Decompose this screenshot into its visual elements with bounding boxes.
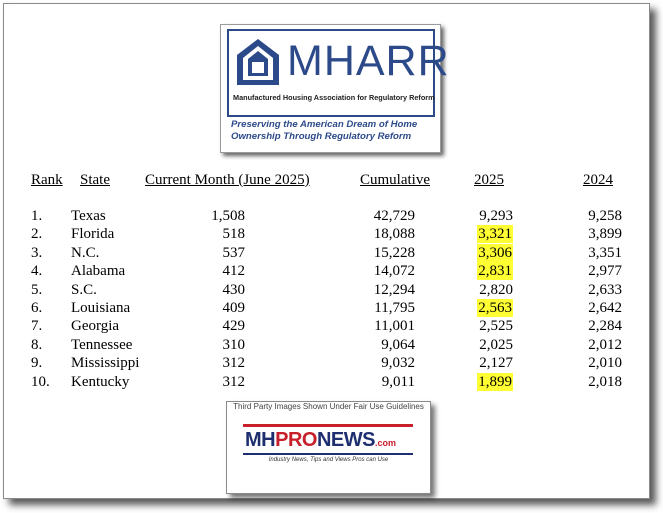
cell-y2025: 2,820 [479,281,513,298]
cell-y2024: 3,899 [588,226,622,243]
cell-current: 430 [222,281,245,298]
cell-cumulative: 9,064 [381,336,415,353]
logo-rule-top [243,424,413,427]
mharr-tagline [231,119,431,143]
cell-y2025: 3,321 [478,226,512,243]
cell-cumulative: 12,294 [373,281,415,298]
cell-y2024: 2,642 [588,300,622,316]
logo-pro: PRO [275,429,317,451]
cell-state: Georgia [71,318,120,335]
cell-state: N.C. [71,244,100,261]
cell-rank: 8. [31,336,43,353]
cell-rank: 6. [31,300,43,316]
cell-y2024: 3,351 [588,244,622,261]
cell-rank: 2. [31,226,43,243]
mharr-logo-box [227,29,450,117]
cell-state: Florida [71,226,115,243]
tagline-line-1: Preserving the American Dream of Home [231,119,418,130]
cell-y2025: 9,293 [479,208,513,224]
cell-rank: 4. [31,263,43,280]
cell-current: 310 [222,336,245,353]
cell-current: 429 [222,318,245,335]
mhpronews-wordmark [245,429,396,454]
cell-cumulative: 14,072 [373,263,415,280]
cell-current: 409 [222,300,245,316]
cell-state: Louisiana [71,300,131,316]
cell-y2025: 2,127 [479,355,513,372]
cell-current: 312 [222,373,245,390]
header-current: Current Month (June 2025) [145,172,310,188]
cell-cumulative: 9,011 [381,373,415,390]
cell-cumulative: 11,795 [374,300,415,316]
cell-y2024: 2,018 [588,373,622,390]
mharr-subtitle: Manufactured Housing Association for Regulatory Reform [233,93,435,102]
mharr-logo-card [220,24,450,153]
cell-cumulative: 11,001 [374,318,415,335]
cell-y2025: 2,025 [479,336,513,353]
fair-use-caption: Third Party Images Shown Under Fair Use Guidelines [233,402,424,411]
cell-y2024: 2,012 [588,336,622,353]
cell-state: Mississippi [71,355,140,372]
cell-y2024: 2,284 [588,318,622,335]
header-state: State [80,172,110,188]
cell-cumulative: 15,228 [373,244,415,261]
cell-state: Tennessee [71,336,133,353]
cell-cumulative: 42,729 [373,208,415,224]
cell-rank: 1. [31,208,43,224]
logo-mh: MH [245,429,276,451]
logo-rule-bottom [243,453,413,455]
cell-y2025: 2,525 [479,318,513,335]
mhpronews-subtitle: Industry News, Tips and Views Pros can Use [268,457,389,463]
house-icon [235,37,281,87]
header-2025: 2025 [474,172,504,188]
cell-state: Kentucky [71,373,130,390]
cell-cumulative: 18,088 [373,226,415,243]
header-cumulative: Cumulative [360,172,430,188]
header-2024: 2024 [583,172,613,188]
cell-y2024: 2,977 [588,263,622,280]
cell-rank: 7. [31,318,43,335]
tagline-line-2: Ownership Through Regulatory Reform [231,131,412,142]
cell-current: 537 [222,244,245,261]
cell-y2024: 9,258 [588,208,622,224]
cell-state: S.C. [71,281,97,298]
cell-y2024: 2,010 [588,355,622,372]
cell-cumulative: 9,032 [381,355,415,372]
cell-current: 312 [222,355,245,372]
cell-rank: 5. [31,281,43,298]
cell-y2024: 2,633 [588,281,622,298]
cell-current: 1,508 [211,208,245,224]
cell-state: Alabama [71,263,126,280]
cell-y2025: 2,563 [478,300,512,316]
mhpronews-logo-card [226,401,431,494]
cell-y2025: 2,831 [478,263,512,280]
cell-rank: 10. [31,373,50,390]
logo-com: .com [374,438,396,448]
cell-current: 518 [222,226,245,243]
header-rank: Rank [31,172,63,188]
cell-y2025: 1,899 [478,373,512,390]
logo-news: NEWS [316,429,375,451]
cell-rank: 3. [31,244,43,261]
cell-y2025: 3,306 [478,244,512,261]
cell-state: Texas [71,208,106,224]
cell-rank: 9. [31,355,43,372]
mharr-wordmark: MHARR [287,37,450,85]
cell-current: 412 [222,263,245,280]
